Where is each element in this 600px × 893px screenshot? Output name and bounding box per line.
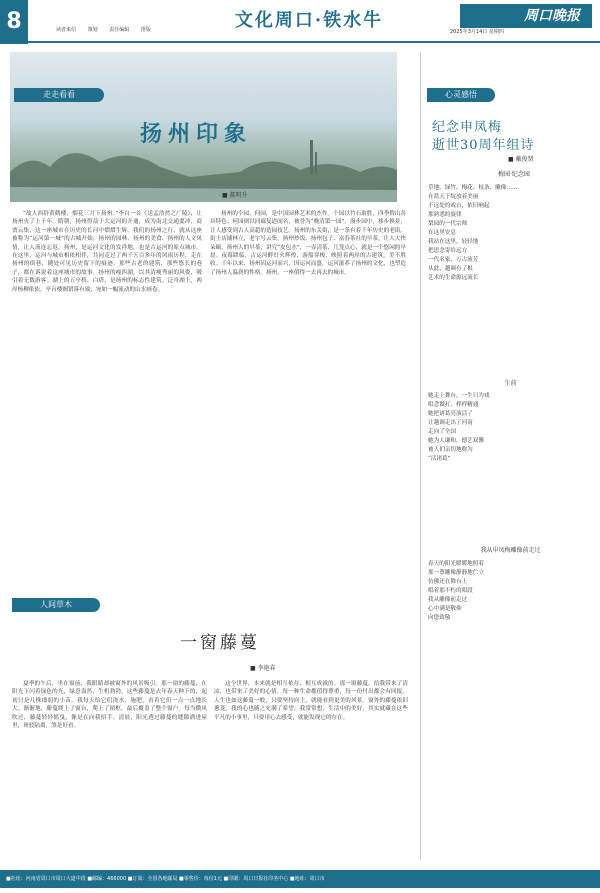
poem-3-line: 春天的阳光暖暖地照着 [428, 561, 484, 567]
poem-2-line: 她把诸葛亮演活了 [428, 411, 473, 417]
poem-2-line: “活诸葛” [428, 456, 451, 462]
poem-2-line: 走向了全国 [428, 429, 456, 435]
article-2-column-1 [12, 680, 207, 862]
poem-1-line: 不远处的戏台，依旧响起 [428, 203, 490, 209]
poem-1-line: 梨园的一代宗师 [428, 221, 468, 227]
meta-3: 责任编辑 [109, 27, 130, 33]
poem-1-line: 草地、绿竹、梅花、枝条、雕像…… [428, 185, 518, 191]
header-meta [56, 26, 161, 33]
poem-2-heading: 生前 [504, 380, 517, 387]
header-rule [28, 41, 600, 43]
meta-4: 排版 [140, 27, 151, 33]
page-number: 8 [0, 0, 28, 44]
poem-1-line: 把思念寄给远方 [428, 248, 468, 254]
poem-3 [428, 560, 593, 623]
poem-3-heading: 我从申凤梅雕像前走过 [480, 547, 541, 554]
poem-1-line: 一代名家，万古流芳 [428, 257, 479, 263]
article-1-column-2 [210, 210, 406, 588]
poem-3-line: 那一尊雕像静静地伫立 [428, 570, 484, 576]
author-2: 李艳春 [257, 665, 276, 672]
poem-1-line: 在这里安息 [428, 230, 456, 236]
poem-1-line: 在蓝天下绽放着美丽 [428, 194, 479, 200]
page-footer: ■社址：河南省周口市周口大道中段 ■邮编：466000 ■订阅：全国各地邮局 ■零售价：每份1元 ■印刷：周口日报社印务中心 ■地址：周口市 [0, 870, 600, 888]
section-tag-reflection: 心灵感悟 [427, 88, 495, 102]
section-tag-plants: 人间草木 [12, 598, 100, 612]
article-1-column-1 [12, 210, 202, 588]
byline-2: ■ 李艳春 [250, 665, 276, 672]
article-1-text-1: “故人西辞黄鹤楼，烟花三月下扬州。”李白一首《送孟浩然之广陵》，让扬州火了上千年。隋朝，扬州得益于大运河的开通，成为南北交通要冲，商贾云集，这一座城市在历史的长河中熠熠生辉。我们的扬州之行，就从这座被称为“运河第一城”的古城开始。扬州的园林、扬州的美食、扬州的人文风情，让人流连忘返。扬州，是运河文化的发祥地，也是古运河的原点城市。在这里，运河与城市相依相伴，共同走过了两千五百多年的风雨历程。走在扬州的街巷，随处可见历史留下的痕迹，那些古老的建筑，那些悠长的巷子，都在诉说着这座城市的故事。扬州的瘦西湖，以其清瘦秀丽的风姿，吸引着无数游客。湖上的五亭桥、白塔，是扬州的标志性建筑。泛舟湖上，两岸杨柳依依，亭台楼阁错落有致，宛如一幅流动的山水画卷。 [12, 211, 202, 293]
article-title-yangzhou: 扬州印象 [140, 121, 253, 147]
byline-1: ■ 郝明升 [222, 192, 248, 199]
article-2-text-2: 这个世界，本来就是相互依存、相互成就的。那一窗藤蔓，给我带来了清凉，也带来了美好的心情。每一种生命都值得尊重，每一份付出都会有回报。人生也如这藤蔓一般，只要坚持向上，就能看到更美的风景。窗外的藤蔓依旧葱茏，我的心也随之充满了希望。我常常想，生活中的美好，其实就藏在这些平凡的小事里，只要用心去感受，就能发现它的存在。 [214, 681, 408, 721]
poem-2-line: 让越调走出了河南 [428, 420, 473, 426]
poem-3-line: 唱着那不朽的唱段 [428, 588, 473, 594]
poem-subtitle: 梅园·纪念园 [498, 171, 530, 178]
poem-1-line: 从此，越调有了根 [428, 266, 473, 272]
article-2-text-1: 夏季的午后，坐在窗前，我眼睛却被窗外的风景吸引。那一窗的藤蔓，在阳光下闪着绿色的光，绿意盎然，生机勃勃。这些藤蔓是去年春天种下的，起初只是几株细弱的小苗，我每天给它们浇水、施肥，看着它们一点一点地长大。渐渐地，藤蔓爬上了窗台，爬上了窗框，最后覆盖了整个窗户。每当微风吹过，藤蔓轻轻摇曳，像是在向我招手。清晨，阳光透过藤蔓的缝隙洒进屋里，斑驳陆离，煞是好看。 [12, 681, 207, 730]
poem-3-line: 向您致敬 [428, 615, 451, 621]
poem-1-line: 那熟悉的旋律 [428, 212, 462, 218]
poem-3-line: 心中满是敬仰 [428, 606, 462, 612]
section-title: 文化周口·铁水牛 [234, 10, 384, 31]
poem-3-line: 我从雕像前走过 [428, 597, 468, 603]
poem-2-line: 她为人谦和，德艺双馨 [428, 438, 484, 444]
meta-1: 读者来信 [56, 27, 77, 33]
poem-1 [428, 184, 593, 283]
byline-3: ■ 戴俊贤 [508, 156, 534, 163]
article-title-vines: 一窗藤蔓 [180, 633, 260, 653]
article-2-column-2 [214, 680, 408, 862]
poem-1-line: 艺术的生命源远流长 [428, 275, 479, 281]
poem-title-line-2: 逝世30周年组诗 [432, 138, 535, 153]
section-tag-travel: 走走看看 [14, 88, 104, 102]
meta-2: 策划 [87, 27, 98, 33]
article-1-text-2: 扬州的个园、何园，是中国园林艺术的杰作。个园以竹石取胜，四季假山各具特色；何园则以回廊复道闻名，被誉为“晚清第一园”。漫步园中，移步换景，让人感受到古人高超的造园技艺。扬州的东关街，是一条有着千年历史的老街。街上店铺林立，老字号云集，扬州炒饭、扬州包子、富春茶社的早茶，让人大快朵颐。扬州人的早茶，讲究“皮包水”，一壶清茶，几笼点心，就是一个悠闲的早晨。夜幕降临，古运河畔灯火辉煌，游船穿梭，映照着两岸的古建筑，美不胜收。千年以来，扬州因运河而兴，因运河而盛，运河滋养了扬州的文化，也塑造了扬州人温润的性格。扬州，一座值得一去再去的城市。 [210, 211, 406, 276]
poem-2-line: 被人们亲切地称为 [428, 447, 473, 453]
author-3: 戴俊贤 [515, 156, 534, 163]
newspaper-logo: 周口晚报 [460, 4, 592, 28]
poem-2-line: 唱念做打，样样精通 [428, 402, 479, 408]
issue-date: 2025年3月14日 星期四 [450, 29, 504, 35]
poem-2-line: 她走上舞台，一生只为戏 [428, 393, 490, 399]
poem-3-line: 仿佛还在舞台上 [428, 579, 468, 585]
author-1: 郝明升 [229, 192, 248, 199]
poem-title-line-1: 纪念申凤梅 [432, 120, 503, 135]
poem-1-line: 我站在这里，轻轻地 [428, 239, 479, 245]
poem-2 [428, 392, 593, 464]
